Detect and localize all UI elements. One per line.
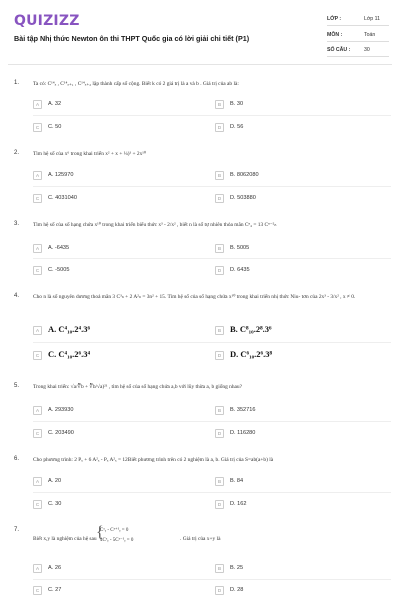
option-text: C. 4031040 [48,195,77,201]
option-letter: D [215,586,224,595]
option-d[interactable] [215,122,380,134]
option-divider [33,258,391,259]
option-text: B. 84 [230,478,244,484]
option-letter: D [215,266,224,275]
question-text: Biết x,y là nghiệm của hệ sau [33,536,97,542]
option-text: D. 503880 [230,195,256,201]
option-letter: A [33,477,42,486]
question-number: 2. [14,150,20,156]
meta-divider [327,56,389,57]
option-letter: C [33,500,42,509]
option-divider [33,421,391,422]
meta-count-value: 30 [364,47,370,53]
equation-system [96,524,134,543]
option-letter: D [215,351,224,360]
option-a[interactable] [33,243,198,255]
option-letter: C [33,586,42,595]
option-b[interactable] [215,405,380,417]
option-a[interactable] [33,99,198,111]
option-c[interactable] [33,428,198,440]
option-letter: B [215,564,224,573]
option-b[interactable] [215,243,380,255]
option-letter: D [215,429,224,438]
option-c[interactable] [33,265,198,277]
option-text: C. 203490 [48,430,74,436]
option-text: D. C⁶₁₀.2⁶.3⁸ [230,349,273,359]
option-d[interactable] [215,499,380,511]
option-a[interactable] [33,170,198,182]
option-text: B. 25 [230,565,244,571]
option-text: B. 352716 [230,407,256,413]
option-letter: C [33,123,42,132]
option-b[interactable] [215,476,380,488]
option-b[interactable] [215,325,380,337]
option-text: D. 56 [230,124,244,130]
option-text: D. 28 [230,587,244,593]
question-text: Cho phương trình: 2 Pₓ + 6 A²ₓ - Pₓ A²ₓ = 12Biết phương trình trên có 2 nghiệm là a, b. Giá trị của S=ab(a+b) là [33,457,274,463]
option-letter: B [215,406,224,415]
meta-class-value: Lớp 11 [364,16,380,22]
equation-line-1: Cˣᵧ - Cˣ⁺¹ᵧ = 0 [100,528,129,533]
question-text-suffix: . Giá trị của x+y là [180,536,221,542]
question-text: Tìm hệ số của x⁶ trong khai triển x² + x + ¼)¹ + 2x¹⁰ [33,151,147,157]
option-d[interactable] [215,265,380,277]
option-text: C. -5005 [48,267,70,273]
question-text: Cho n là số nguyên dương thoả mãn 3 C³ₙ + 2 A²ₙ = 3n² + 15. Tìm hệ số của số hạng chứa x¹⁰ trong khai triển nhị thức Niu- tơn của 2x³ - 3/x² , x ≠ 0. [33,294,356,300]
option-a[interactable] [33,325,198,337]
option-text: C. C⁴₁₀.2⁶.3⁴ [48,349,91,359]
question-number: 4. [14,293,20,299]
option-a[interactable] [33,563,198,575]
option-letter: D [215,123,224,132]
question-number: 6. [14,456,20,462]
option-letter: A [33,326,42,335]
option-letter: B [215,326,224,335]
option-letter: B [215,171,224,180]
option-letter: D [215,500,224,509]
worksheet-header [0,0,400,64]
question-number: 7. [14,527,20,533]
option-text: A. 32 [48,101,62,107]
meta-subject-key: MÔN : [327,32,343,38]
brace-glyph: { [96,524,104,541]
option-letter: C [33,351,42,360]
question-text: Ta có: C¹⁴ₓ , C¹⁴ₓ₊₁ , C¹⁴ₓ₊₂ lập thành cấp số cộng. Biết k có 2 giá trị là a và b . Giá trị của ab là: [33,81,239,87]
option-text: B. 8062080 [230,172,259,178]
option-d[interactable] [215,193,380,205]
option-text: A. 20 [48,478,62,484]
option-text: C. 27 [48,587,62,593]
meta-subject-value: Toán [364,32,376,38]
option-d[interactable] [215,585,380,597]
option-letter: A [33,564,42,573]
option-text: A. -6435 [48,245,70,251]
meta-divider [327,41,389,42]
meta-count-key: SỐ CÂU : [327,47,351,53]
option-b[interactable] [215,99,380,111]
option-c[interactable] [33,193,198,205]
option-b[interactable] [215,563,380,575]
option-text: A. 125970 [48,172,74,178]
meta-class-key: LỚP : [327,16,342,22]
option-text: B. 30 [230,101,244,107]
option-text: A. 26 [48,565,62,571]
option-letter: A [33,100,42,109]
option-a[interactable] [33,476,198,488]
option-text: A. C⁴₁₀.2⁴.3⁶ [48,324,91,334]
option-c[interactable] [33,585,198,597]
option-letter: C [33,194,42,203]
option-text: A. 293930 [48,407,74,413]
option-text: D. 6435 [230,267,250,273]
meta-divider [327,25,389,26]
option-text: D. 116280 [230,430,256,436]
header-divider [8,64,392,65]
option-divider [33,579,391,580]
option-divider [33,342,391,343]
option-letter: B [215,477,224,486]
option-letter: B [215,244,224,253]
option-letter: C [33,429,42,438]
option-c[interactable] [33,122,198,134]
option-letter: D [215,194,224,203]
option-text: D. 162 [230,501,247,507]
option-divider [33,186,391,187]
equation-line-2: 4Cˣᵧ - 5Cˣ⁻¹ᵧ = 0 [100,538,134,543]
option-divider [33,492,391,493]
option-b[interactable] [215,170,380,182]
option-c[interactable] [33,499,198,511]
option-letter: A [33,244,42,253]
option-d[interactable] [215,428,380,440]
option-letter: A [33,406,42,415]
option-letter: A [33,171,42,180]
option-text: C. 50 [48,124,62,130]
option-text: C. 30 [48,501,62,507]
option-letter: C [33,266,42,275]
option-text: B. 5005 [230,245,250,251]
option-c[interactable] [33,350,198,362]
question-number: 5. [14,383,20,389]
option-text: B. C⁸₁₀.2⁸.3⁶ [230,324,272,334]
question-number: 3. [14,221,20,227]
quizizz-logo: QUIZIZZ [14,13,80,29]
question-text: Trong khai triển: √a/∛b + ∛b/√a)²¹ , tìm hệ số của số hạng chứa a,b với lũy thừa a, b giống nhau? [33,384,242,390]
question-text: Tìm hệ số của số hạng chứa x¹⁰ trong khai triển biểu thức x³ - 2/x² , biết n là số tự nhiên thỏa mãn Cⁿ₄ = 13 Cⁿ⁻²ₙ [33,222,277,228]
worksheet-title: Bài tập Nhị thức Newton ôn thi THPT Quốc gia có lời giải chi tiết (P1) [14,34,250,43]
option-divider [33,115,391,116]
option-d[interactable] [215,350,380,362]
option-a[interactable] [33,405,198,417]
option-letter: B [215,100,224,109]
question-number: 1. [14,80,20,86]
